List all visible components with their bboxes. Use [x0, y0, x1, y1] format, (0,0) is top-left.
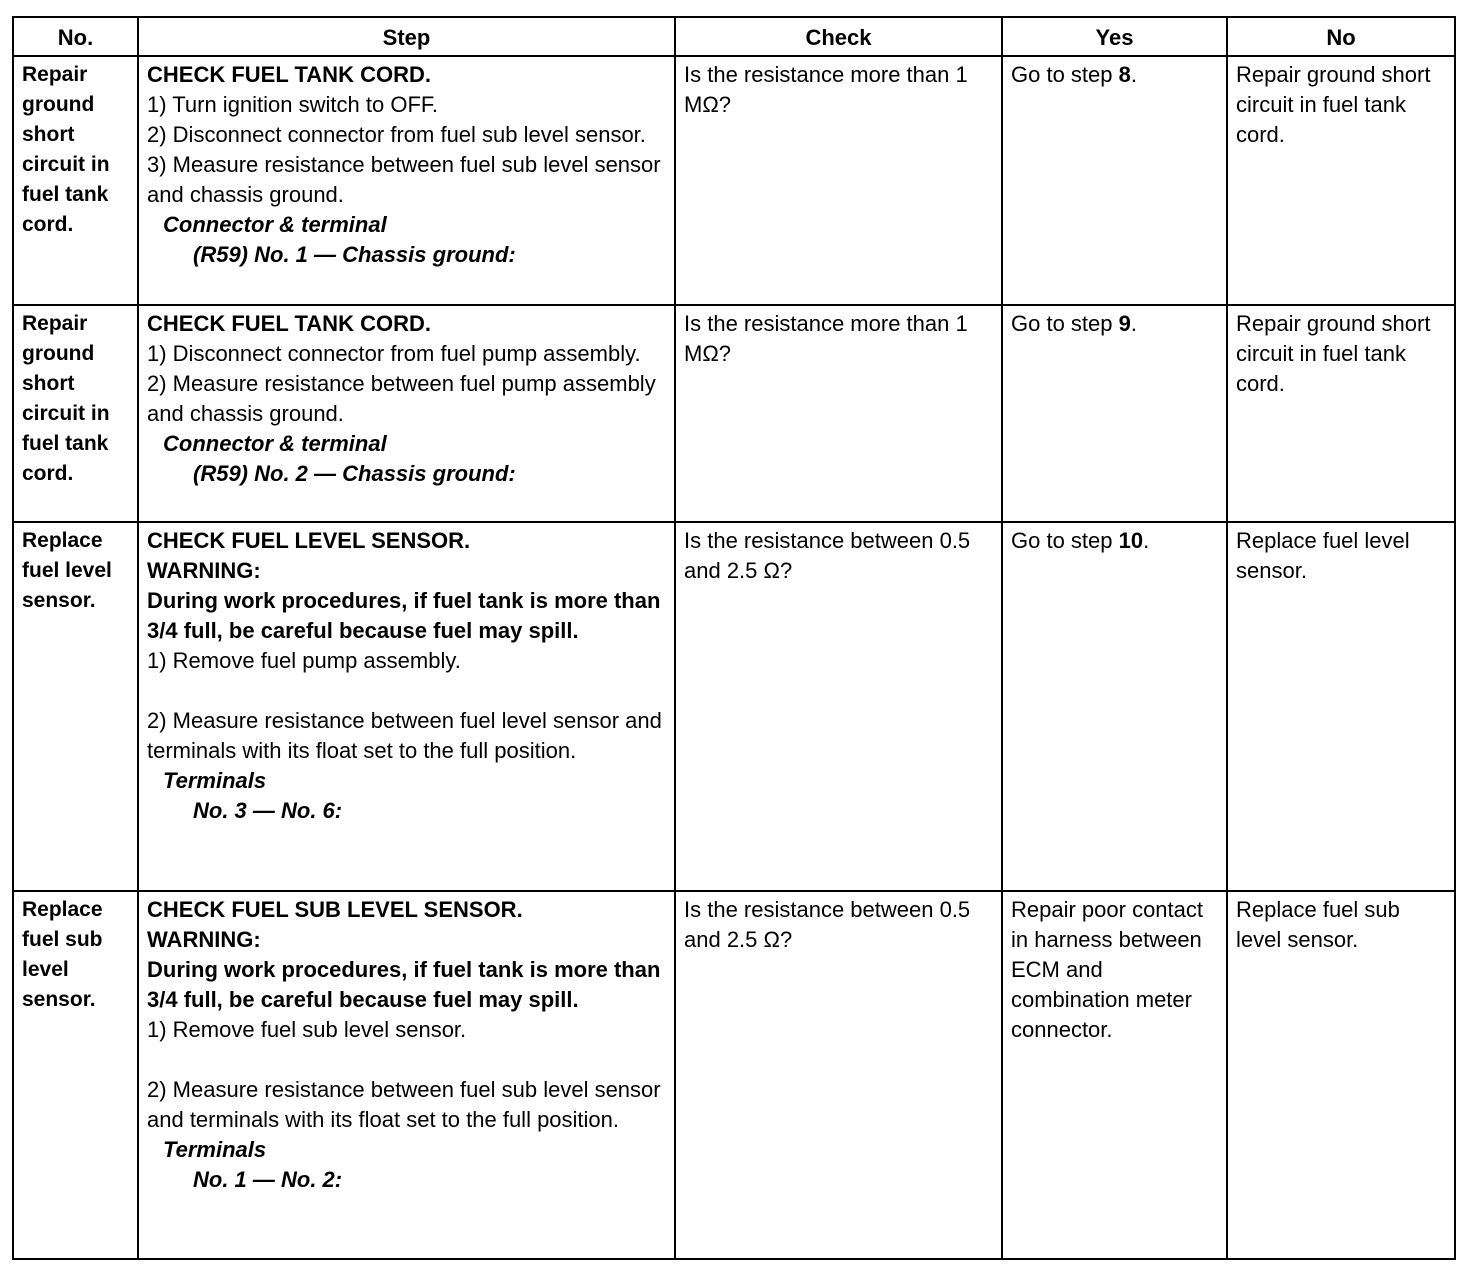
connector-label: Connector & terminal [163, 431, 387, 456]
warning-text: During work procedures, if fuel tank is more than 3/4 full, be careful because fuel may spill. [147, 588, 661, 643]
step-title: CHECK FUEL SUB LEVEL SENSOR. [147, 897, 523, 922]
step-instruction: 2) Disconnect connector from fuel sub level sensor. [147, 122, 646, 147]
check-cell: Is the resistance more than 1 MΩ? [675, 56, 1002, 305]
yes-prefix: Go to step [1011, 528, 1119, 553]
no-cell: Replace fuel sub level sensor. [1227, 891, 1455, 1259]
no-cell: Repair ground short circuit in fuel tank cord. [1227, 305, 1455, 522]
step-number: Replace fuel level sensor. [13, 522, 138, 891]
yes-step: 10 [1118, 528, 1144, 553]
diagnostic-table [12, 16, 1456, 1260]
no-cell: Replace fuel level sensor. [1227, 522, 1455, 891]
check-cell: Is the resistance between 0.5 and 2.5 Ω? [675, 891, 1002, 1259]
step-number: Repair ground short circuit in fuel tank cord. [13, 305, 138, 522]
step-cell [138, 305, 675, 522]
no-cell: Repair ground short circuit in fuel tank cord. [1227, 56, 1455, 305]
header-step: Step [138, 17, 675, 56]
yes-cell [1002, 522, 1227, 891]
spacer [147, 676, 666, 706]
step-instruction: 3) Measure resistance between fuel sub level sensor and chassis ground. [147, 152, 661, 207]
yes-prefix: Go to step [1011, 62, 1119, 87]
yes-step: 9 [1118, 311, 1131, 336]
step-title: CHECK FUEL TANK CORD. [147, 62, 431, 87]
spacer [147, 1045, 666, 1075]
step-number: Replace fuel sub level sensor. [13, 891, 138, 1259]
yes-cell: Repair poor contact in harness between ECM and combination meter connector. [1002, 891, 1227, 1259]
check-cell: Is the resistance between 0.5 and 2.5 Ω? [675, 522, 1002, 891]
step-title: CHECK FUEL LEVEL SENSOR. [147, 528, 471, 553]
step-cell [138, 522, 675, 891]
check-cell: Is the resistance more than 1 MΩ? [675, 305, 1002, 522]
yes-suffix: . [1130, 311, 1137, 336]
terminals-label: Terminals [163, 768, 267, 793]
table-row [13, 522, 1455, 891]
step-instruction: 2) Measure resistance between fuel level sensor and terminals with its float set to the full position. [147, 708, 662, 763]
table-row [13, 305, 1455, 522]
connector-value: (R59) No. 2 — Chassis ground: [193, 461, 516, 486]
yes-cell [1002, 305, 1227, 522]
step-instruction: 2) Measure resistance between fuel sub level sensor and terminals with its float set to the full position. [147, 1077, 661, 1132]
header-row [13, 17, 1455, 56]
header-yes: Yes [1002, 17, 1227, 56]
warning-label: WARNING: [147, 558, 261, 583]
step-cell [138, 891, 675, 1259]
terminals-value: No. 1 — No. 2: [193, 1167, 343, 1192]
yes-step: 8 [1118, 62, 1131, 87]
warning-text: During work procedures, if fuel tank is more than 3/4 full, be careful because fuel may spill. [147, 957, 661, 1012]
header-check: Check [675, 17, 1002, 56]
terminals-label: Terminals [163, 1137, 267, 1162]
step-instruction: 1) Disconnect connector from fuel pump assembly. [147, 341, 641, 366]
table-row [13, 891, 1455, 1259]
step-instruction: 1) Remove fuel pump assembly. [147, 648, 461, 673]
terminals-value: No. 3 — No. 6: [193, 798, 343, 823]
header-no-result: No [1227, 17, 1455, 56]
connector-label: Connector & terminal [163, 212, 387, 237]
table-row [13, 56, 1455, 305]
warning-label: WARNING: [147, 927, 261, 952]
yes-cell [1002, 56, 1227, 305]
step-instruction: 2) Measure resistance between fuel pump assembly and chassis ground. [147, 371, 656, 426]
yes-prefix: Go to step [1011, 311, 1119, 336]
yes-suffix: . [1143, 528, 1150, 553]
step-title: CHECK FUEL TANK CORD. [147, 311, 431, 336]
step-instruction: 1) Turn ignition switch to OFF. [147, 92, 438, 117]
step-cell [138, 56, 675, 305]
yes-suffix: . [1130, 62, 1137, 87]
connector-value: (R59) No. 1 — Chassis ground: [193, 242, 516, 267]
step-instruction: 1) Remove fuel sub level sensor. [147, 1017, 467, 1042]
header-no: No. [13, 17, 138, 56]
step-number: Repair ground short circuit in fuel tank cord. [13, 56, 138, 305]
